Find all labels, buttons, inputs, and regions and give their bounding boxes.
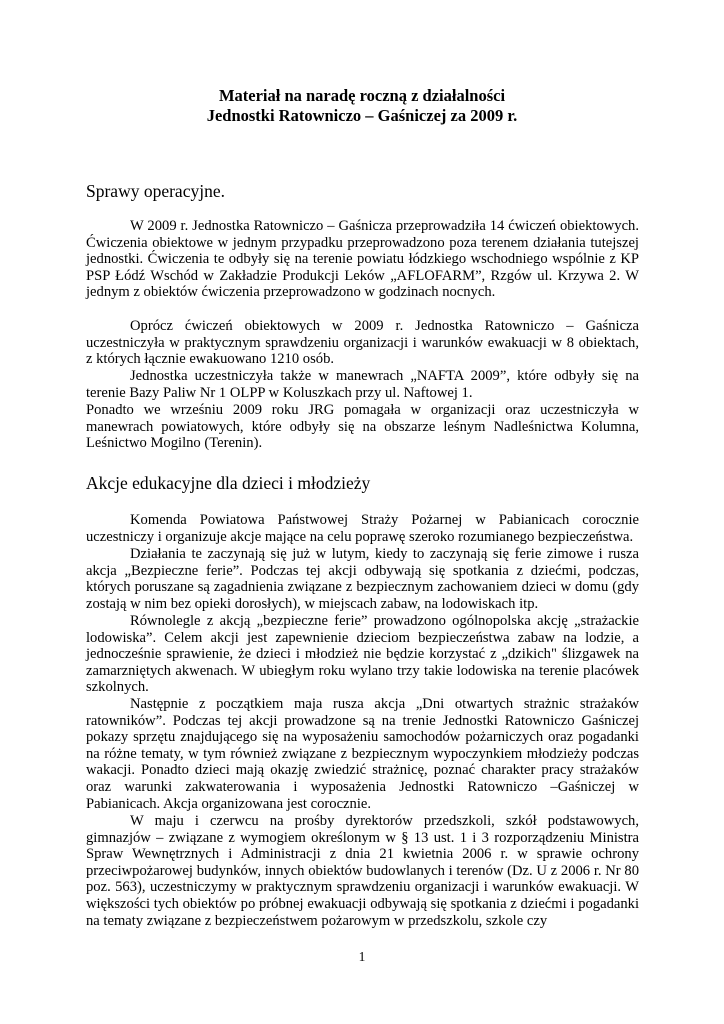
paragraph: Oprócz ćwiczeń obiektowych w 2009 r. Jednostka Ratowniczo – Gaśnicza uczestniczyła w praktycznym sprawdzeniu organizacji i warunków ewakuacji w 8 obiektach, z których łącznie ewakuowano 1210 osób. — [86, 318, 639, 368]
document-title-line-2: Jednostki Ratowniczo – Gaśniczej za 2009 r. — [206, 106, 518, 125]
paragraph: W 2009 r. Jednostka Ratowniczo – Gaśnicza przeprowadziła 14 ćwiczeń obiektowych. Ćwiczenia obiektowe w jednym przypadku przeprowadzono poza terenem działania tutejszej jednostki. Ćwiczenia te odbyły się na terenie powiatu łódzkiego wschodniego wspólnie z KP PSP Łódź Wschód w Zakładzie Produkcji Leków „AFLOFARM”, Rzgów ul. Krzywa 2. W jednym z obiektów ćwiczenia przeprowadzono w godzinach nocnych. — [86, 218, 639, 301]
paragraph: Jednostka uczestniczyła także w manewrach „NAFTA 2009”, które odbyły się na terenie Bazy Paliw Nr 1 OLPP w Koluszkach przy ul. Naftowej 1. — [86, 368, 639, 401]
paragraph: Komenda Powiatowa Państwowej Straży Pożarnej w Pabianicach corocznie uczestniczy i organizuje akcje mające na celu poprawę szeroko rozumianego bezpieczeństwa. — [86, 512, 639, 545]
paragraph: Działania te zaczynają się już w lutym, kiedy to zaczynają się ferie zimowe i rusza akcja „Bezpieczne ferie”. Podczas tej akcji odbywają się spotkania z dziećmi, podczas, których poruszane są zagadnienia związane z bezpiecznym zachowaniem dzieci w domu (gdy zostają w nim bez opieki dorosłych), w miejscach zabaw, na lodowiskach itp. — [86, 546, 639, 612]
section-heading-operations: Sprawy operacyjne. — [86, 181, 225, 201]
paragraph: Ponadto we wrześniu 2009 roku JRG pomagała w organizacji oraz uczestniczyła w manewrach powiatowych, które odbyły się na obszarze leśnym Nadleśnictwa Kolumna, Leśnictwo Mogilno (Terenin). — [86, 402, 639, 452]
paragraph: W maju i czerwcu na prośby dyrektorów przedszkoli, szkół podstawowych, gimnazjów – związane z wymogiem określonym w § 13 ust. 1 i 3 rozporządzeniu Ministra Spraw Wewnętrznych i Administracji z dnia 21 kwietnia 2006 r. w sprawie ochrony przeciwpożarowej budynków, innych obiektów budowlanych i terenów (Dz. U z 2006 r. Nr 80 poz. 563), uczestniczymy w praktycznym sprawdzeniu organizacji i warunków ewakuacji. W większości tych obiektów po próbnej ewakuacji odbywają się spotkania z dziećmi i pogadanki na tematy związane z bezpieczeństwem pożarowym w przedszkolu, szkole czy — [86, 813, 639, 929]
document-title-line-1: Materiał na naradę roczną z działalności — [218, 86, 506, 105]
paragraph: Równolegle z akcją „bezpieczne ferie” prowadzono ogólnopolska akcję „strażackie lodowiska”. Celem akcji jest zapewnienie dzieciom bezpieczeństwa zabaw na lodzie, a jednocześnie sprawienie, że dzieci i młodzież nie będzie korzystać z „dzikich" ślizgawek na zamarzniętych akwenach. W ubiegłym roku wylano trzy takie lodowiska na terenie placówek szkolnych. — [86, 613, 639, 696]
section-heading-education: Akcje edukacyjne dla dzieci i młodzieży — [86, 473, 371, 493]
paragraph: Następnie z początkiem maja rusza akcja „Dni otwartych strażnic strażaków ratowników”. Podczas tej akcji prowadzone są na trenie Jednostki Ratowniczo Gaśniczej pokazy sprzętu znajdującego się na wyposażeniu samochodów pożarniczych oraz pogadanki na różne tematy, w tym również związane z bezpiecznym wypoczynkiem młodzieży podczas wakacji. Ponadto dzieci mają okazję zwiedzić strażnicę, poznać charakter pracy strażaków oraz warunki zakwaterowania i wyposażenia Jednostki Ratowniczo –Gaśniczej w Pabianicach. Akcja organizowana jest corocznie. — [86, 696, 639, 812]
page-number: 1 — [358, 949, 366, 964]
